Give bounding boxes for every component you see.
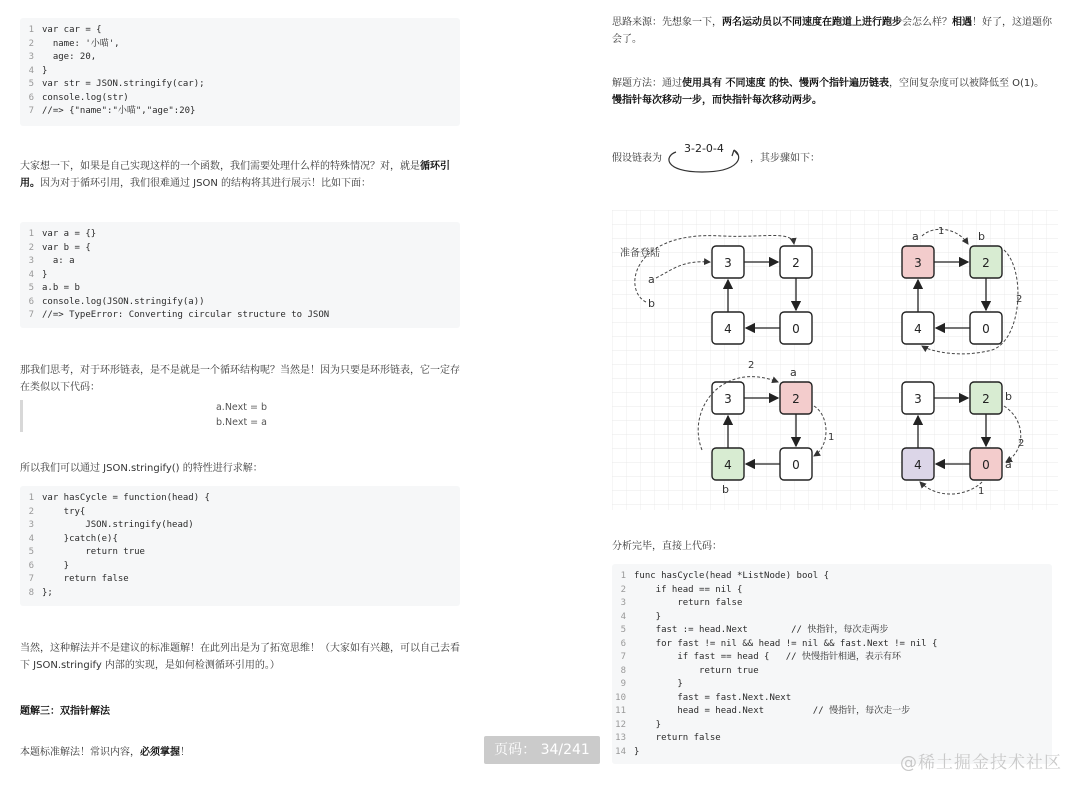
svg-text:0: 0 (982, 322, 990, 336)
svg-text:3: 3 (914, 256, 922, 270)
svg-text:2: 2 (1016, 294, 1023, 305)
svg-text:3: 3 (724, 256, 732, 270)
blockquote (20, 400, 460, 432)
svg-text:b: b (722, 483, 729, 496)
svg-text:a: a (912, 230, 919, 243)
paragraph-analysis-done: 分析完毕，直接上代码： (612, 541, 722, 552)
svg-text:2: 2 (982, 256, 990, 270)
code-block-hascycle-go: 1 func hasCycle(head *ListNode) bool { 2 if head == nil { 3 return false 4 } 5 fast := head.Next // 快指针，每次走两步 6 for fast != nil && head != nil && fast.Next != nil { 7 if fast == head { // 快慢指针相遇，表示有环 8 return true 9 } 10 fast = fast.Next.Next 11 head = head.Next // 慢指针，每次走一步 12 } 13 return false 14 } (612, 564, 1052, 764)
svg-text:4: 4 (724, 458, 732, 472)
svg-text:2: 2 (982, 392, 990, 406)
watermark: @稀土掘金技术社区 (900, 753, 1062, 773)
right-page (540, 0, 1080, 792)
svg-text:2: 2 (792, 392, 800, 406)
paragraph-stringify: 所以我们可以通过 JSON.stringify() 的特性进行求解： (20, 463, 263, 474)
paragraph-circular-reference: 大家想一下，如果是自己实现这样的一个函数，我们需要处理什么样的特殊情况？对，就是循环引用。因为对于循环引用，我们很难通过 JSON 的结构将其进行展示！比如下面： (20, 161, 450, 189)
svg-text:2: 2 (792, 256, 800, 270)
paragraph-standard-solution: 本题标准解法！常识内容，必须掌握！ (20, 747, 190, 758)
code-block-car: 1 var car = { 2 name: '小喵', 3 age: 20, 4 } 5 var str = JSON.stringify(car); 6 console.log(str) 7 //=> {"name":"小喵","age":20} (20, 18, 460, 126)
paragraph-steps-follow: ，其步骤如下： (750, 153, 820, 164)
svg-text:0: 0 (792, 458, 800, 472)
svg-text:3: 3 (724, 392, 732, 406)
svg-text:a: a (790, 366, 797, 379)
code-block-hascycle-js: 1 var hasCycle = function(head) { 2 try{ 3 JSON.stringify(head) 4 }catch(e){ 5 return true 6 } 7 return false 8 }; (20, 486, 460, 606)
svg-text:4: 4 (724, 322, 732, 336)
svg-text:b: b (978, 230, 985, 243)
svg-text:4: 4 (914, 458, 922, 472)
svg-text:b: b (1005, 390, 1012, 403)
svg-text:2: 2 (1018, 438, 1025, 449)
quote-line: b.Next = a (215, 417, 267, 428)
svg-text:0: 0 (982, 458, 990, 472)
paragraph-ring-list: 那我们思考，对于环形链表，是不是就是一个循环结构呢？当然是！因为只要是环形链表，它一定存在类似以下代码： (20, 365, 460, 393)
fast-slow-pointer-diagram (612, 210, 1058, 510)
quote-line: a.Next = b (215, 402, 267, 413)
svg-text:1: 1 (978, 486, 985, 497)
cycle-list-text: 3-2-0-4 (684, 142, 724, 155)
svg-text:4: 4 (914, 322, 922, 336)
svg-text:1: 1 (828, 432, 835, 443)
code-block-circular: 1 var a = {} 2 var b = { 3 a: a 4 } 5 a.b = b 6 console.log(JSON.stringify(a)) 7 //=> TypeError: Converting circular structure to JSON (20, 222, 460, 328)
svg-text:2: 2 (748, 360, 755, 371)
svg-text:1: 1 (938, 226, 945, 237)
cycle-list-illustration (662, 138, 748, 176)
paragraph-method: 解题方法：通过使用具有 不同速度 的快、慢两个指针遍历链表，空间复杂度可以被降低至 O(1)。慢指针每次移动一步，而快指针每次移动两步。 (612, 78, 1045, 106)
svg-text:0: 0 (792, 322, 800, 336)
pointer-b: b (648, 297, 655, 310)
paragraph-idea-source: 思路来源：先想象一下，两名运动员以不同速度在跑道上进行跑步会怎么样？相遇！好了，这道题你会了。 (612, 17, 1052, 45)
start-label: 准备登陆 (620, 248, 660, 259)
paragraph-assume-list: 假设链表为 (612, 153, 662, 164)
section-heading: 题解三：双指针解法 (20, 706, 110, 717)
page-indicator: 页码： 34/241 (484, 736, 600, 764)
svg-text:a: a (1005, 458, 1012, 471)
svg-text:3: 3 (914, 392, 922, 406)
pointer-a: a (648, 273, 655, 286)
paragraph-note: 当然，这种解法并不是建议的标准题解！在此列出是为了拓宽思维！（大家如有兴趣，可以自己去看下 JSON.stringify 内部的实现，是如何检测循环引用的。） (20, 643, 460, 671)
